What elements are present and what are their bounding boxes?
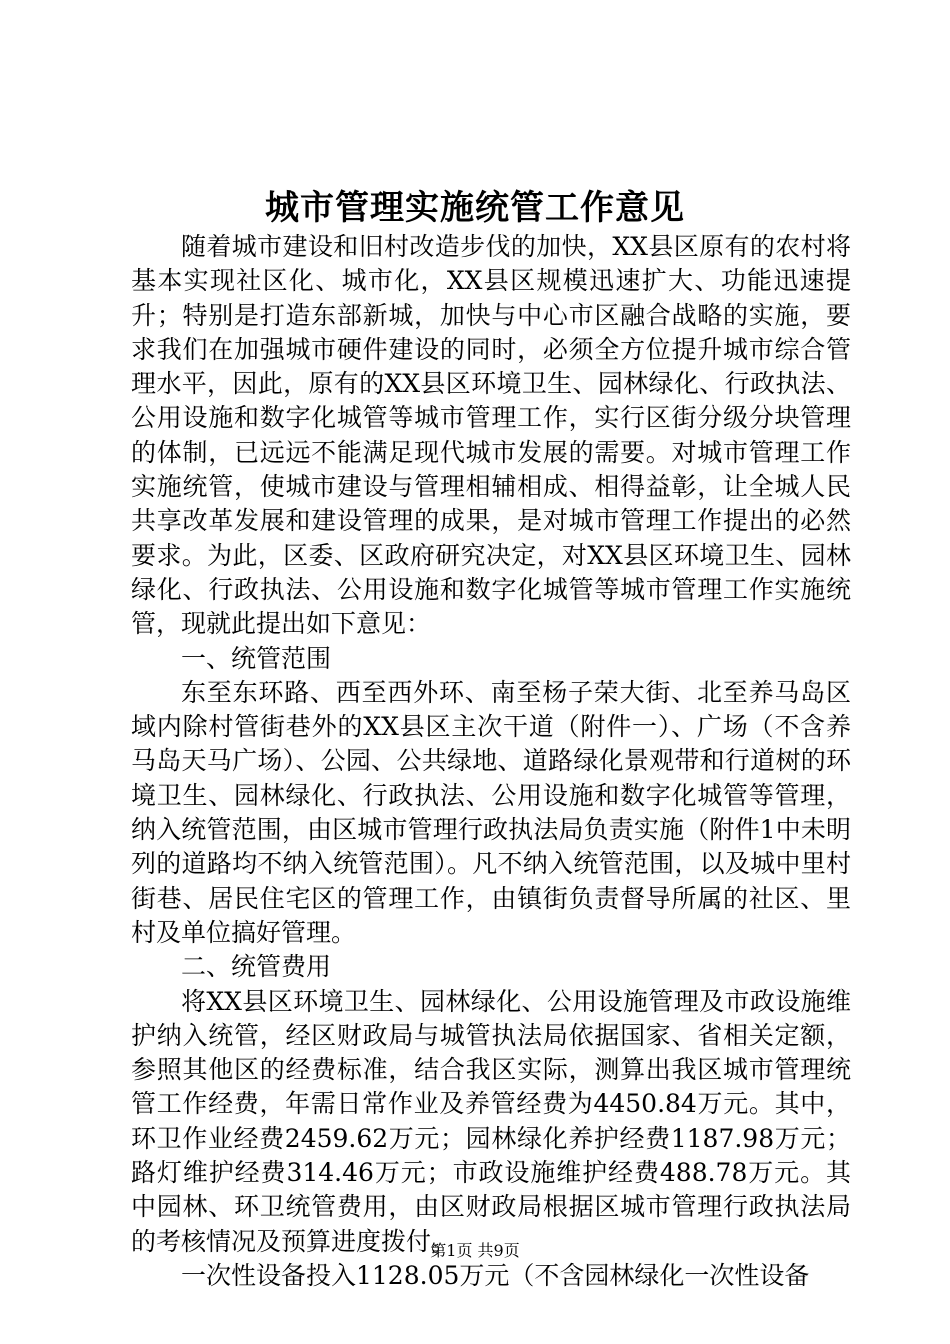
equipment-paragraph: 一次性设备投入1128.05万元（不含园林绿化一次性设备 (181, 1260, 810, 1290)
costs-paragraph: 将XX县区环境卫生、园林绿化、公用设施管理及市政设施维护纳入统管，经区财政局与城管执法局依据国家、省相关定额，参照其他区的经费标准，结合我区实际，测算出我区城市管理统管工作经费，年需日常作业及养管经费为4450.84万元。其中，环卫作业经费2459.62万元；园林绿化养护经费1187.98万元；路灯维护经费314.46万元；市政设施维护经费488.78万元。其中园林、环卫统管费用，由区财政局根据区城市管理行政执法局的考核情况及预算进度拨付。 (131, 986, 851, 1256)
intro-paragraph: 随着城市建设和旧村改造步伐的加快，XX县区原有的农村将基本实现社区化、城市化，XX县区规模迅速扩大、功能迅速提升；特别是打造东部新城，加快与中心市区融合战略的实施，要求我们在加强城市硬件建设的同时，必须全方位提升城市综合管理水平，因此，原有的XX县区环境卫生、园林绿化、行政执法、公用设施和数字化城管等城市管理工作，实行区街分级分块管理的体制，已远远不能满足现代城市发展的需要。对城市管理工作实施统管，使城市建设与管理相辅相成、相得益彰，让全城人民共享改革发展和建设管理的成果，是对城市管理工作提出的必然要求。为此，区委、区政府研究决定，对XX县区环境卫生、园林绿化、行政执法、公用设施和数字化城管等城市管理工作实施统管，现就此提出如下意见： (131, 232, 851, 639)
page-footer: 第1页 共9页 (430, 1241, 520, 1260)
scope-paragraph: 东至东环路、西至西外环、南至杨子荣大街、北至养马岛区域内除村管街巷外的XX县区主次干道（附件一）、广场（不含养马岛天马广场）、公园、公共绿地、道路绿化景观带和行道树的环境卫生、园林绿化、行政执法、公用设施和数字化城管等管理，纳入统管范围，由区城市管理行政执法局负责实施（附件1中未明列的道路均不纳入统管范围）。凡不纳入统管范围，以及城中里村街巷、居民住宅区的管理工作，由镇街负责督导所属的社区、里村及单位搞好管理。 (131, 677, 851, 947)
section-heading-costs: 二、统管费用 (181, 952, 332, 982)
document-body (131, 230, 851, 1293)
section-heading-scope: 一、统管范围 (181, 643, 332, 673)
document-title: 城市管理实施统管工作意见 (265, 188, 685, 228)
